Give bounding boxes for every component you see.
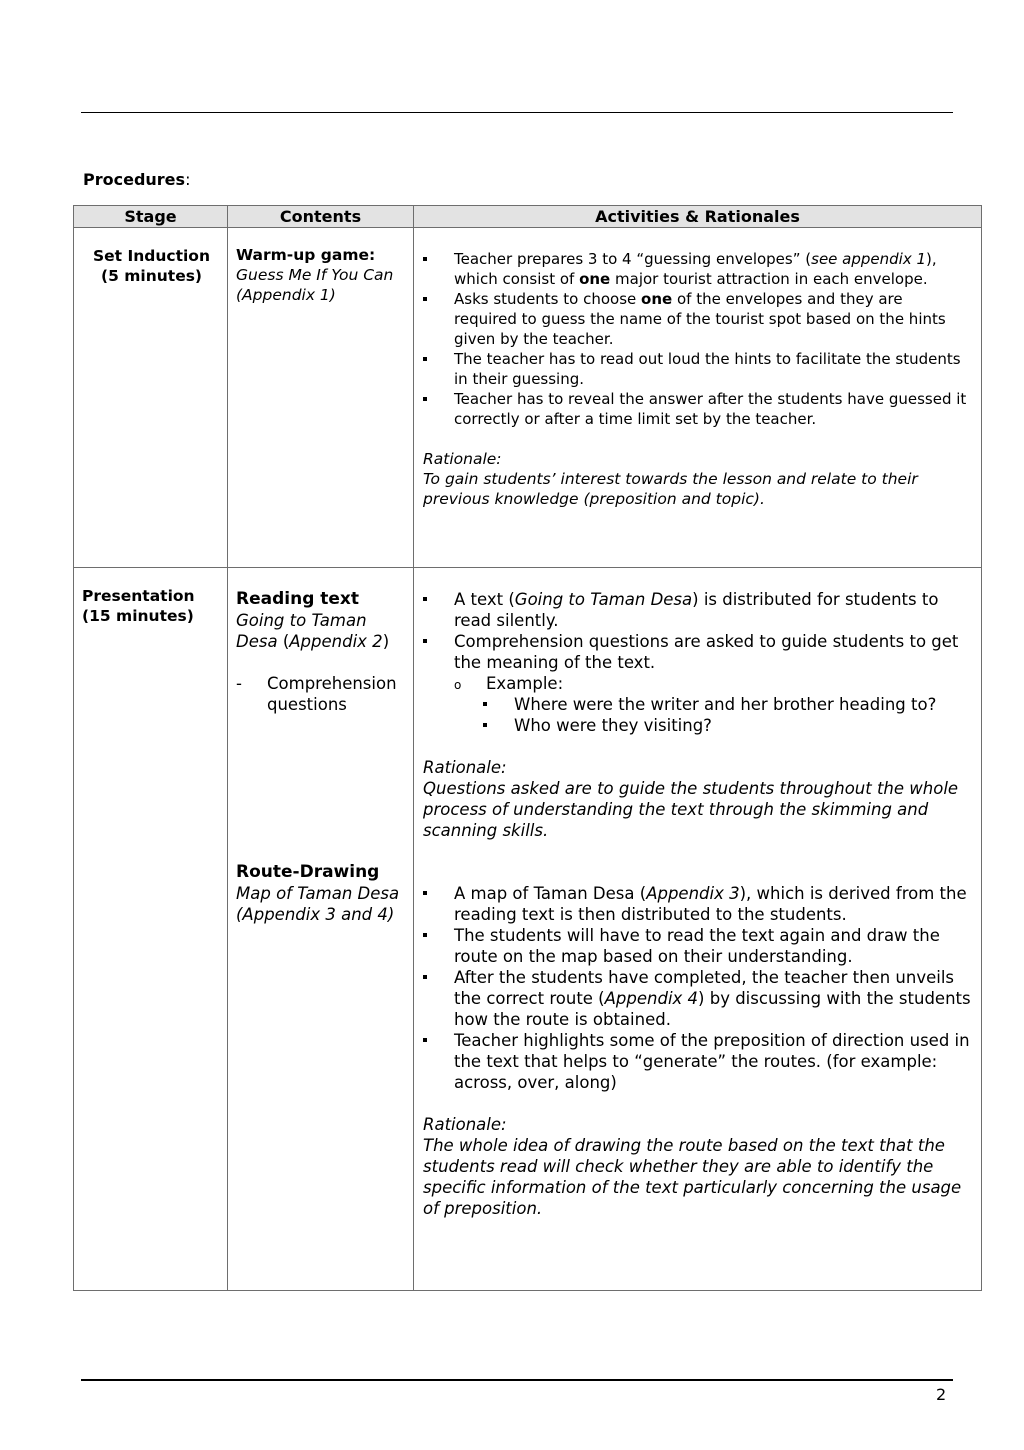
list-item: After the students have completed, the teacher then unveils the correct route (Appendix 4) by discussing with the students how the route is obtained. (423, 967, 971, 1030)
list-item: The students will have to read the text again and draw the route on the map based on their understanding. (423, 925, 971, 967)
activities-cell (414, 228, 982, 568)
procedures-table (73, 205, 982, 1291)
rationale (423, 449, 967, 509)
list-item: Asks students to choose one of the envelopes and they are required to guess the name of the tourist spot based on the hints given by the teacher. (423, 289, 967, 349)
route-text: Map of Taman Desa (Appendix 3 and 4) (236, 884, 400, 924)
list-item: - Comprehension questions (236, 674, 397, 714)
rationale (423, 757, 971, 841)
list-item: Teacher highlights some of the preposition of direction used in the text that helps to “generate” the routes. (for example: across, over, along) (423, 1030, 971, 1093)
footer-rule (81, 1379, 953, 1381)
list-item: A map of Taman Desa (Appendix 3), which is derived from the reading text is then distributed to the students. (423, 883, 971, 925)
header-contents: Contents (228, 206, 414, 228)
reading-title: Reading text (236, 589, 360, 609)
header-rule (81, 112, 953, 113)
stage-duration: (5 minutes) (100, 267, 203, 285)
list-item: Where were the writer and her brother heading to? (483, 694, 971, 715)
activities-cell (414, 568, 982, 1291)
stage-name: Presentation (82, 587, 195, 605)
contents-cell (228, 228, 414, 568)
stage-cell (74, 228, 228, 568)
rationale-label: Rationale: (423, 1115, 507, 1134)
page-number: 2 (936, 1385, 947, 1404)
rationale (423, 1114, 971, 1219)
list-item: A text (Going to Taman Desa) is distributed for students to read silently. (423, 589, 971, 631)
table-row (74, 228, 982, 568)
table-header-row (74, 206, 982, 228)
list-item: Teacher has to reveal the answer after the students have guessed it correctly or after a time limit set by the teacher. (423, 389, 967, 429)
procedures-heading: Procedures: (83, 170, 191, 189)
rationale-text: The whole idea of drawing the route based on the text that the students read will check whether they are able to identify the specific information of the text particularly concerning the usage of preposition. (423, 1136, 962, 1218)
content-title: Warm-up game: (236, 246, 376, 264)
contents-cell (228, 568, 414, 1291)
rationale-text: To gain students’ interest towards the lesson and relate to their previous knowledge (preposition and topic). (423, 470, 918, 508)
list-item: o Example: (454, 674, 564, 693)
stage-duration: (15 minutes) (82, 607, 194, 625)
route-title: Route-Drawing (236, 862, 380, 882)
rationale-text: Questions asked are to guide the students throughout the whole process of understanding the text through the skimming and scanning skills. (423, 779, 959, 840)
reading-text: Going to Taman Desa (Appendix 2) (236, 611, 390, 651)
list-item: The teacher has to read out loud the hints to facilitate the students in their guessing. (423, 349, 967, 389)
rationale-label: Rationale: (423, 450, 502, 468)
list-item: Who were they visiting? (483, 715, 971, 736)
list-item: Teacher prepares 3 to 4 “guessing envelopes” (see appendix 1), which consist of one major tourist attraction in each envelope. (423, 249, 967, 289)
rationale-label: Rationale: (423, 758, 507, 777)
table-row (74, 568, 982, 1291)
header-stage: Stage (74, 206, 228, 228)
stage-name: Set Induction (92, 247, 210, 265)
list-item: Comprehension questions are asked to guide students to get the meaning of the text. (423, 631, 971, 673)
content-text: Guess Me If You Can (236, 266, 394, 284)
header-activities: Activities & Rationales (414, 206, 982, 228)
stage-cell (74, 568, 228, 1291)
content-appendix: (Appendix 1) (236, 286, 336, 304)
